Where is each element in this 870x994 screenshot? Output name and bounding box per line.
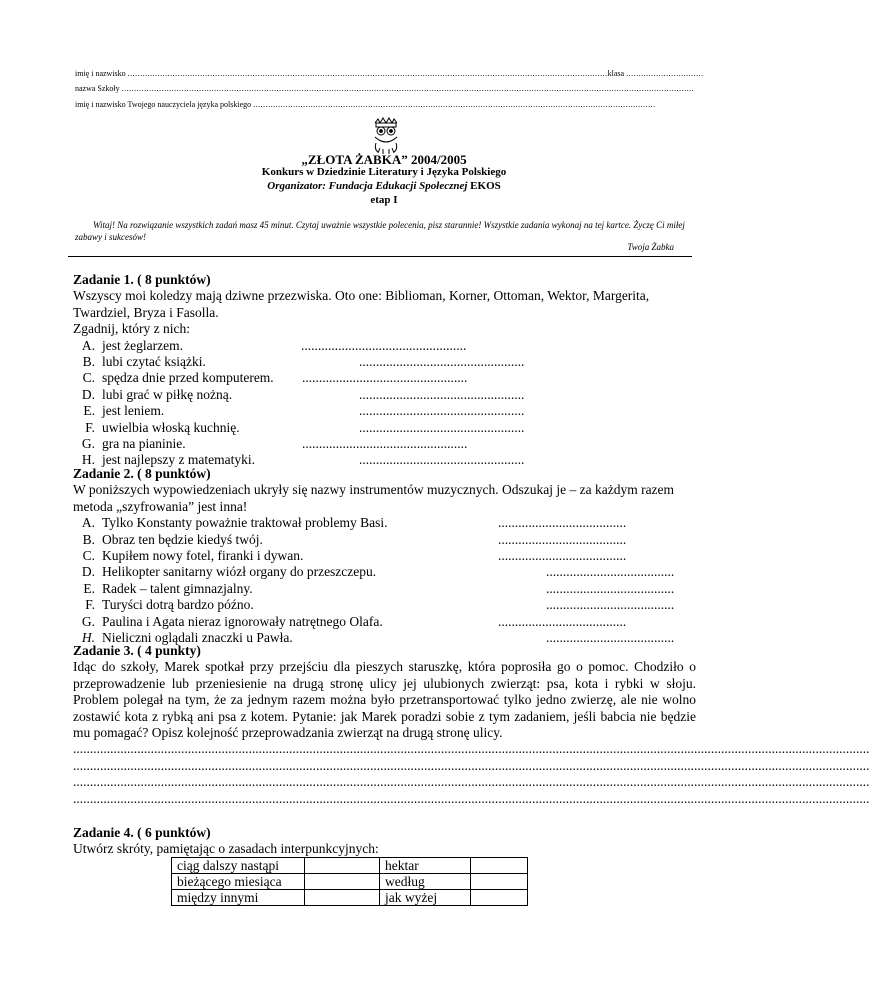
school-line[interactable] bbox=[75, 84, 694, 93]
item-letter: C. bbox=[82, 548, 95, 563]
answer-blank[interactable]: ................................................. bbox=[359, 403, 525, 419]
teacher-dots: ................................................................................................................................................................. bbox=[253, 100, 656, 109]
answer-blank[interactable]: ...................................... bbox=[498, 531, 627, 547]
phrase-cell: hektar bbox=[380, 858, 471, 874]
task-1-item bbox=[73, 387, 703, 403]
task-1 bbox=[73, 272, 703, 469]
contest-title: „ZŁOTA ŻABKA” 2004/2005 bbox=[301, 152, 467, 167]
answer-line[interactable]: ............................................................................................................................................................................................................................................ bbox=[73, 757, 870, 773]
item-text: gra na pianinie. bbox=[102, 435, 186, 451]
task-2-title: Zadanie 2. ( 8 punktów) bbox=[73, 466, 211, 481]
answer-blank[interactable]: ...................................... bbox=[546, 597, 675, 613]
answer-blank[interactable]: ...................................... bbox=[498, 613, 627, 629]
task-3-text: Idąc do szkoły, Marek spotkał przy przejściu dla pieszych staruszkę, która poprosiła go o pomoc. Chodziło o przeprowadzenie lub przeniesienie na drugą stronę ulicy jej ulubionych zwierząt: psa, kota i rybki w słoju. Problem polegał na tym, że za jednym razem można było przetransportować tylko jedno zwierzę, ale nie wolno zostawić kota z rybką ani psa z kotem. Pytanie: jak Marek poradzi sobie z tym zadaniem, jeśli babcia nie będzie mu pomagać? Opisz kolejność przeprowadzania zwierząt na drugą stronę ulicy. bbox=[73, 659, 696, 741]
task-3-title: Zadanie 3. ( 4 punkty) bbox=[73, 643, 201, 658]
school-dots: ..................................................................................................................................................................................................................................... bbox=[121, 84, 695, 93]
task-2-item bbox=[73, 597, 703, 613]
item-text: lubi czytać książki. bbox=[102, 354, 206, 370]
item-text: jest najlepszy z matematyki. bbox=[102, 452, 255, 468]
item-text: Paulina i Agata nieraz ignorowały natrętnego Olafa. bbox=[102, 613, 383, 629]
item-text: Nieliczni oglądali znaczki u Pawła. bbox=[102, 629, 293, 645]
task-2-item bbox=[73, 548, 703, 564]
teacher-label: imię i nazwisko Twojego nauczyciela języka polskiego bbox=[75, 100, 252, 109]
task-1-item bbox=[73, 420, 703, 436]
task-2-item bbox=[73, 515, 703, 531]
answer-blank[interactable]: ................................................. bbox=[302, 370, 468, 386]
item-text: Kupiłem nowy fotel, firanki i dywan. bbox=[102, 548, 304, 563]
answer-blank[interactable]: ...................................... bbox=[546, 629, 675, 645]
item-text: jest leniem. bbox=[102, 403, 165, 419]
answer-blank[interactable]: ................................................. bbox=[359, 419, 525, 435]
item-letter: G. bbox=[81, 613, 95, 629]
answer-blank[interactable]: ...................................... bbox=[498, 548, 627, 563]
answer-line[interactable]: ............................................................................................................................................................................................................................................ bbox=[73, 790, 870, 806]
answer-blank[interactable]: ...................................... bbox=[546, 580, 675, 596]
divider bbox=[68, 256, 692, 257]
task-2 bbox=[73, 466, 703, 646]
answer-blank[interactable]: ................................................. bbox=[359, 452, 525, 468]
task-1-item bbox=[73, 436, 703, 452]
school-label: nazwa Szkoły bbox=[75, 84, 120, 93]
task-4 bbox=[73, 825, 703, 858]
table-row bbox=[172, 874, 528, 890]
table-row bbox=[172, 890, 528, 906]
item-letter: E. bbox=[83, 403, 95, 419]
task-1-item bbox=[73, 354, 703, 370]
task-1-title: Zadanie 1. ( 8 punktów) bbox=[73, 272, 211, 287]
answer-cell[interactable] bbox=[471, 874, 528, 890]
phrase-cell: bieżącego miesiąca bbox=[172, 874, 305, 890]
greeting-signature: Twoja Żabka bbox=[627, 242, 674, 252]
item-letter: A. bbox=[81, 515, 95, 531]
answer-cell[interactable] bbox=[305, 890, 380, 906]
name-label: imię i nazwisko bbox=[75, 69, 126, 78]
frog-logo-icon bbox=[369, 115, 403, 155]
item-letter: H. bbox=[81, 629, 95, 645]
item-letter: G. bbox=[81, 435, 95, 451]
task-2-item bbox=[73, 532, 703, 548]
item-letter: E. bbox=[83, 580, 95, 596]
item-text: spędza dnie przed komputerem. bbox=[102, 370, 274, 386]
item-letter: D. bbox=[81, 564, 95, 580]
task-4-intro: Utwórz skróty, pamiętając o zasadach interpunkcyjnych: bbox=[73, 841, 379, 857]
answer-blank[interactable]: ...................................... bbox=[498, 515, 627, 531]
task-1-intro: Wszyscy moi koledzy mają dziwne przezwiska. Oto one: Biblioman, Korner, Ottoman, Wektor, Margerita, Twardziel, Bryza i Fasolla. bbox=[73, 288, 650, 320]
answer-blank[interactable]: ................................................. bbox=[359, 386, 525, 402]
table-row bbox=[172, 858, 528, 874]
task-2-item bbox=[73, 614, 703, 630]
task-2-intro: W poniższych wypowiedzeniach ukryły się nazwy instrumentów muzycznych. Odszukaj je – za każdym razem metoda „szyfrowania” jest inna! bbox=[73, 482, 675, 514]
item-letter: F. bbox=[85, 597, 95, 613]
task-1-item bbox=[73, 403, 703, 419]
class-dots: ............................... bbox=[626, 69, 704, 78]
item-letter: A. bbox=[81, 337, 95, 353]
item-text: Tylko Konstanty poważnie traktował problemy Basi. bbox=[102, 515, 388, 531]
item-text: Obraz ten będzie kiedyś twój. bbox=[102, 531, 263, 547]
answer-blank[interactable]: ................................................. bbox=[302, 435, 468, 451]
item-letter: B. bbox=[82, 531, 95, 547]
task-2-item bbox=[73, 581, 703, 597]
contest-subtitle: Konkurs w Dziedzinie Literatury i Języka Polskiego bbox=[261, 166, 507, 178]
answer-blank[interactable]: ................................................. bbox=[359, 354, 525, 370]
item-text: Radek – talent gimnazjalny. bbox=[102, 580, 253, 596]
item-letter: D. bbox=[81, 386, 95, 402]
item-letter: C. bbox=[82, 370, 95, 386]
item-text: uwielbia włoską kuchnię. bbox=[102, 419, 240, 435]
answer-cell[interactable] bbox=[471, 890, 528, 906]
item-letter: B. bbox=[82, 354, 95, 370]
phrase-cell: jak wyżej bbox=[380, 890, 471, 906]
name-line[interactable] bbox=[75, 69, 704, 78]
answer-cell[interactable] bbox=[305, 858, 380, 874]
task-3 bbox=[73, 643, 870, 807]
item-text: jest żeglarzem. bbox=[102, 337, 183, 353]
phrase-cell: według bbox=[380, 874, 471, 890]
answer-cell[interactable] bbox=[471, 858, 528, 874]
task-1-item bbox=[73, 338, 703, 354]
organizer-name: EKOS bbox=[470, 180, 501, 192]
item-letter: H. bbox=[81, 452, 95, 468]
organizer-line bbox=[0, 180, 768, 192]
answer-blank[interactable]: ................................................. bbox=[301, 337, 467, 353]
phrase-cell: ciąg dalszy nastąpi bbox=[172, 858, 305, 874]
phrase-cell: między innymi bbox=[172, 890, 305, 906]
task-4-title: Zadanie 4. ( 6 punktów) bbox=[73, 825, 211, 840]
item-text: Turyści dotrą bardzo późno. bbox=[102, 597, 254, 613]
answer-blank[interactable]: ...................................... bbox=[546, 564, 675, 580]
class-label: klasa bbox=[607, 69, 625, 78]
task-1-question: Zgadnij, który z nich: bbox=[73, 321, 190, 337]
item-letter: F. bbox=[85, 419, 95, 435]
answer-line[interactable]: ............................................................................................................................................................................................................................................ bbox=[73, 741, 870, 757]
task-2-item bbox=[73, 564, 703, 580]
item-text: lubi grać w piłkę nożną. bbox=[102, 386, 233, 402]
stage-label: etap I bbox=[370, 194, 398, 206]
teacher-line[interactable] bbox=[75, 100, 656, 109]
greeting-text: Witaj! Na rozwiązanie wszystkich zadań masz 45 minut. Czytaj uważnie wszystkie polecenia, pisz starannie! Wszystkie zadania wykonaj na tej kartce. Życzę Ci miłej zabawy i sukcesów! bbox=[75, 220, 685, 242]
answer-line[interactable]: ............................................................................................................................................................................................................................................ bbox=[73, 774, 870, 790]
organizer-label: Organizator: Fundacja Edukacji Społecznej bbox=[267, 180, 468, 192]
name-dots: ................................................................................................................................................................................................ bbox=[127, 69, 608, 78]
abbreviation-table bbox=[171, 857, 528, 906]
answer-cell[interactable] bbox=[305, 874, 380, 890]
item-text: Helikopter sanitarny wiózł organy do przeszczepu. bbox=[102, 564, 377, 580]
task-1-item bbox=[73, 370, 703, 386]
